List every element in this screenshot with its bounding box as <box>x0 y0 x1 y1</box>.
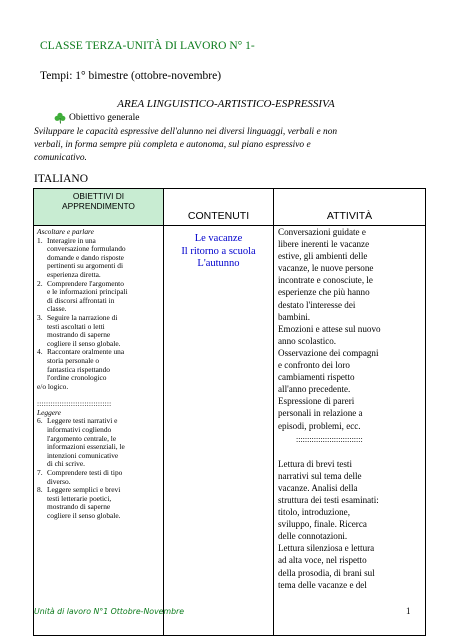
list-item-number: 6. <box>37 416 43 426</box>
obiettivo-line: comunicativo. <box>34 153 87 164</box>
attivita-line: Lettura silenziosa e lettura <box>278 543 375 554</box>
list-item-line: testi letterarie poetici, <box>47 493 112 503</box>
obiettivo-label-text: Obiettivo generale <box>69 113 140 123</box>
contenuto-item: L'autunno <box>197 258 240 269</box>
header-contenuti: CONTENUTI <box>164 189 274 226</box>
list-item-number: 1. <box>37 235 43 245</box>
list-item-line: Leggere semplici e brevi <box>47 485 121 495</box>
tempi-line: Tempi: 1° bimestre (ottobre-novembre) <box>40 70 222 82</box>
header-obiettivi <box>34 189 164 226</box>
attivita-cell <box>274 226 426 636</box>
list-item-number: 2. <box>37 278 43 288</box>
attivita-line: anno scolastico. <box>278 335 337 346</box>
obiettivi-tail: e/o logico. <box>37 381 69 391</box>
attivita-line: tema delle vacanze e del <box>278 579 367 590</box>
list-item-line: domande e dando risposte <box>47 252 124 262</box>
list-item <box>37 486 160 520</box>
attivita-line: vacanze. Analisi della <box>278 482 358 493</box>
attivita-line: ad alta voce, nel rispetto <box>278 555 367 566</box>
attivita-line: incontrate e conosciute, le <box>278 275 373 286</box>
list-item-line: storia personale o <box>47 355 100 365</box>
attivita-line: sviluppo, finale. Ricerca <box>278 519 367 530</box>
list-item-text <box>47 469 122 486</box>
attivita-line: destato l'interesse dei <box>278 299 356 310</box>
list-item-number: 7. <box>37 468 43 478</box>
list-item-line: conversazione formulando <box>47 244 126 254</box>
list-item-text <box>47 314 120 348</box>
attivita-line: titolo, introduzione, <box>278 507 350 518</box>
attivita-line: estive, gli ambienti delle <box>278 251 368 262</box>
attivita-line: e confronto dei loro <box>278 360 350 371</box>
attivita-line: Emozioni e attese sul nuovo <box>278 323 381 334</box>
list-item-line: Interagire in una <box>47 235 96 245</box>
attivita-line: all'anno precedente. <box>278 384 351 395</box>
list-item-line: cogliere il senso globale. <box>47 511 121 520</box>
section-leggere: Leggere <box>37 407 61 417</box>
list-item-line: Leggere testi narrativi e <box>47 416 118 426</box>
separator-dots: :::::::::::::::::::::::::::::: <box>296 434 363 444</box>
contenuti-cell <box>164 226 274 636</box>
obiettivo-generale-label <box>54 112 139 124</box>
list-item-number: 3. <box>37 312 43 322</box>
list-item-text <box>47 237 126 280</box>
footer-text: Unità di lavoro N°1 Ottobre-Novembre <box>34 607 185 616</box>
list-item-line: di chi scrive. <box>47 459 85 469</box>
attivita-line: libere inerenti le vacanze <box>278 239 370 250</box>
list-item-line: Comprendere l'argomento <box>47 278 124 288</box>
list-item-line: classe. <box>47 304 67 314</box>
attivita-line: Osservazione dei compagni <box>278 347 379 358</box>
doc-title: CLASSE TERZA-UNITÀ DI LAVORO N° 1- <box>40 40 255 52</box>
table-header-row <box>34 189 426 226</box>
attivita-line: vacanze, le nuove persone <box>278 263 374 274</box>
attivita-line: struttura dei testi esaminati: <box>278 494 379 505</box>
list-item-line: l'argomento centrale, le <box>47 433 117 443</box>
list-item-line: intenzioni comunicative <box>47 450 119 460</box>
list-item <box>37 280 160 314</box>
attivita-line: Conversazioni guidate e <box>278 227 366 237</box>
list-item-line: fantastica rispettando <box>47 364 111 374</box>
obiettivo-line: Sviluppare le capacità espressive dell'alunno nei diversi linguaggi, verbali e non <box>34 127 338 137</box>
list-item-line: mostrando di saperne <box>47 502 111 512</box>
list-item-number: 8. <box>37 485 43 495</box>
list-item <box>37 237 160 280</box>
attivita-line: Espressione di pareri <box>278 396 355 407</box>
attivita-line: cambiamenti rispetto <box>278 372 355 383</box>
list-item-text <box>47 417 125 469</box>
list-item-line: pertinenti su argomenti di <box>47 261 124 271</box>
curriculum-table <box>33 188 426 636</box>
obiettivo-text <box>34 126 429 166</box>
attivita-line: della prosodia, di brani sul <box>278 567 375 578</box>
page-number: 1 <box>406 606 411 616</box>
list-item-line: esperienza diretta. <box>47 269 101 279</box>
clover-icon <box>54 112 66 124</box>
list-item-text <box>47 348 124 382</box>
list-item-line: diverso. <box>47 476 71 486</box>
list-item <box>37 469 160 486</box>
area-heading: AREA LINGUISTICO-ARTISTICO-ESPRESSIVA <box>117 98 335 110</box>
obiettivi-list-2 <box>37 417 160 520</box>
attivita-line: delle connotazioni. <box>278 531 348 542</box>
list-item-line: e le informazioni principali <box>47 287 128 297</box>
list-item-line: Seguire la narrazione di <box>47 312 118 322</box>
obiettivo-line: verbali, in forma sempre più completa e autonoma, sul piano espressivo e <box>34 140 311 151</box>
list-item-line: Raccontare oralmente una <box>47 347 125 357</box>
attivita-line: personali in relazione a <box>278 408 363 419</box>
section-ascoltare: Ascoltare e parlare <box>37 227 94 236</box>
contenuto-item: Le vacanze <box>194 233 243 244</box>
list-item-line: informazioni essenziali, le <box>47 442 125 452</box>
list-item-text <box>47 486 120 520</box>
attivita-line: bambini. <box>278 311 311 322</box>
list-item <box>37 348 160 382</box>
obiettivi-list-1 <box>37 237 160 383</box>
attivita-line: esperienze che più hanno <box>278 287 370 298</box>
header-obiettivi-line: APPRENDIMENTO <box>62 201 135 211</box>
list-item-number: 4. <box>37 347 43 357</box>
list-item-text <box>47 280 128 314</box>
attivita-line: episodi, problemi, ecc. <box>278 420 361 431</box>
header-obiettivi-line: OBIETTIVI DI <box>72 191 125 201</box>
attivita-block-1 <box>278 226 421 432</box>
list-item <box>37 417 160 469</box>
contenuto-item: Il ritorno a scuola <box>181 245 256 257</box>
list-item-line: mostrando di saperne <box>47 330 111 340</box>
attivita-line: Lettura di brevi testi <box>278 458 352 469</box>
subject-heading: ITALIANO <box>34 173 89 185</box>
list-item-line: testi ascoltati o letti <box>47 321 105 331</box>
list-item-line: l'ordine cronologico <box>47 373 107 383</box>
list-item-line: Comprendere testi di tipo <box>47 468 123 478</box>
obiettivi-cell <box>34 226 164 636</box>
list-item-line: informativi cogliendo <box>47 425 112 435</box>
list-item-line: cogliere il senso globale. <box>47 338 121 348</box>
list-item <box>37 314 160 348</box>
separator-dots: ::::::::::::::::::::::::::::::::: <box>37 399 112 409</box>
header-attivita: ATTIVITÀ <box>274 189 426 226</box>
list-item-line: di discorsi affrontati in <box>47 295 115 305</box>
attivita-block-2 <box>278 458 421 591</box>
table-row <box>34 226 426 636</box>
attivita-line: narrativi sul tema delle <box>278 470 362 481</box>
